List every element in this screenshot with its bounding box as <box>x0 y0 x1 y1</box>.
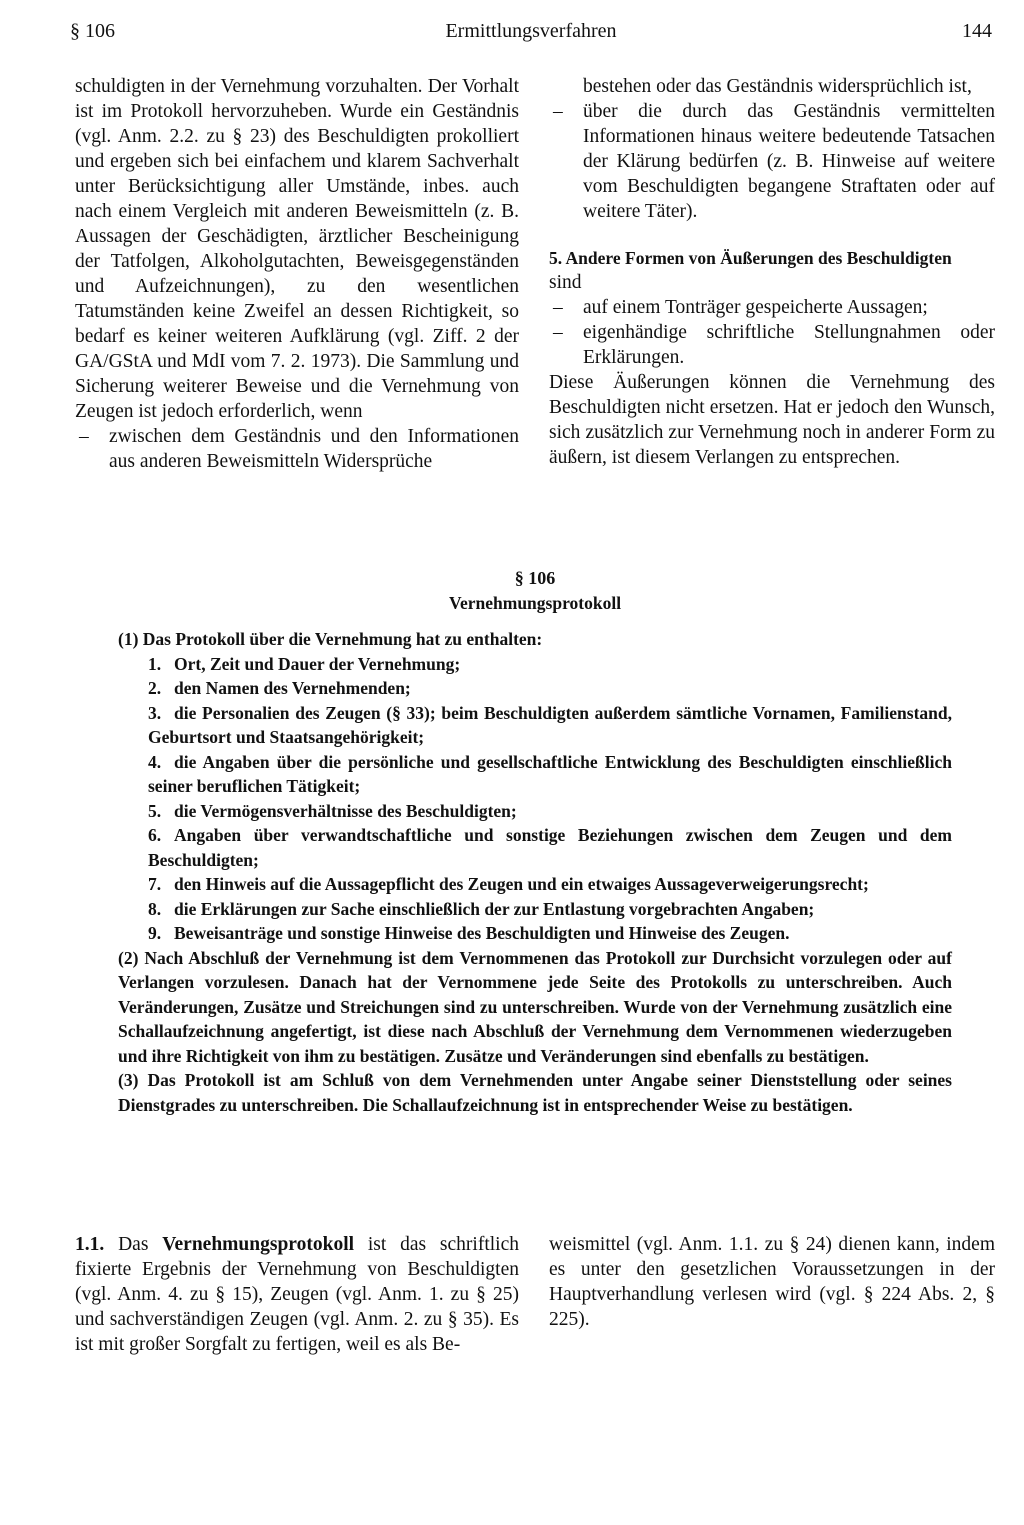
top-right-column <box>549 74 995 470</box>
law-item-text: die Angaben über die persönliche und gesellschaftliche Entwicklung des Beschuldigten einschließlich seiner beruflichen Tätigkeit; <box>148 751 952 796</box>
law-item-number: 2. <box>148 678 162 698</box>
law-item-text: den Namen des Vernehmenden; <box>174 678 411 698</box>
law-item-text: die Erklärungen zur Sache einschließlich der zur Entlastung vorgebrachten Angaben; <box>174 898 815 919</box>
law-item-list <box>118 652 952 946</box>
law-section-title: Vernehmungsprotokoll <box>448 592 622 613</box>
law-item-text: Angaben über verwandtschaftliche und sonstige Beziehungen zwischen dem Zeugen und dem Beschuldigten; <box>148 825 952 870</box>
section-heading: 5. Andere Formen von Äußerungen des Beschuldigten <box>549 248 952 268</box>
bullet-list <box>549 99 995 224</box>
law-section-number: § 106 <box>514 568 556 588</box>
law-item <box>118 750 952 799</box>
bullet-list <box>75 424 519 474</box>
list-item: – zwischen dem Geständnis und den Informationen aus anderen Beweismitteln Widersprüche <box>75 424 519 474</box>
law-item-number: 5. <box>148 800 162 821</box>
law-item-text: Beweisanträge und sonstige Hinweise des Beschuldigten und Hinweise des Zeugen. <box>174 923 790 943</box>
header-title: Ermittlungsverfahren <box>445 20 617 42</box>
law-item-number: 7. <box>148 874 162 894</box>
heading-tail: sind <box>549 272 582 293</box>
law-item <box>118 823 952 872</box>
law-item-text: die Vermögensverhältnisse des Beschuldigten; <box>174 800 517 821</box>
header-section: § 106 <box>70 20 115 42</box>
law-item <box>118 897 952 922</box>
law-item-text: den Hinweis auf die Aussagepflicht des Zeugen und ein etwaiges Aussageverweigerungsrecht; <box>174 874 869 894</box>
law-item <box>118 872 952 897</box>
law-paragraph-2: (2) Nach Abschluß der Vernehmung ist dem Vernommenen das Protokoll zur Durchsicht vorzulegen oder auf Verlangen vorzulesen. Danach hat der Vernommene jede Seite des Protokolls zu unterschreiben. Auch Veränderungen, Zusätze und Streichungen sind zu unterschreiben. Wurde von der Vernehmung zusätzlich eine Schallaufzeichnung angefertigt, ist diese nach Abschluß der Vernehmung dem Vernommenen wiederzugeben und ihre Richtigkeit von ihm zu bestätigen. Zusätze und Veränderungen sind ebenfalls zu bestätigen. <box>118 947 952 1066</box>
paragraph: schuldigten in der Vernehmung vorzuhalten. Der Vorhalt ist im Protokoll hervorzuheben. Wurde ein Geständnis (vgl. Anm. 2.2. zu § 23) des Beschuldigten prokolliert und ergeben sich bei einfachem und klarem Sachverhalt unter Berücksichtigung aller Umstände, inbes. auch nach einem Vergleich mit anderen Beweismitteln (z. B. Aussagen der Geschädigten, ärztlicher Bescheinigung der Tatfolgen, Alkoholgutachten, Beweisgegenständen und Aufzeichnungen), zu den wesentlichen Tatumständen keine Zweifel an dessen Richtigkeit, so bedarf es keiner weiteren Aufklärung (vgl. Ziff. 2 der GA/GStA und MdI vom 7. 2. 1973). Die Sammlung und Sicherung weiterer Beweise und die Vernehmung von Zeugen ist jedoch erforderlich, wenn <box>75 76 519 422</box>
law-item-text: Ort, Zeit und Dauer der Vernehmung; <box>174 653 461 674</box>
law-item <box>118 921 952 946</box>
list-item: – auf einem Tonträger gespeicherte Aussagen; <box>549 295 995 320</box>
law-item-number: 3. <box>148 702 162 723</box>
annotation-continuation: weismittel (vgl. Anm. 1.1. zu § 24) dienen kann, indem es unter den gesetzlichen Voraussetzungen in der Hauptverhandlung verlesen wird (vgl. § 224 Abs. 2, § 225). <box>549 1234 995 1330</box>
law-text-block <box>118 566 952 1117</box>
law-item <box>118 676 952 701</box>
bullet-list <box>549 295 995 370</box>
annotation-pre: Das <box>118 1234 149 1255</box>
list-item: – über die durch das Geständnis vermittelten Informationen hinaus weitere bedeutende Tatsachen der Klärung bedürfen (z. B. Hinweise auf weitere vom Beschuldigten begangene Straftaten oder auf weitere Täter). <box>549 99 995 224</box>
annotation-paragraph <box>75 1232 519 1357</box>
page-number: 144 <box>962 20 992 42</box>
bottom-left-column <box>75 1232 519 1357</box>
law-item-number: 6. <box>148 825 162 845</box>
law-item-number: 1. <box>148 653 162 674</box>
law-item <box>118 652 952 677</box>
law-paragraph-1-intro: (1) Das Protokoll über die Vernehmung hat zu enthalten: <box>118 629 543 649</box>
bottom-right-column <box>549 1232 995 1332</box>
law-paragraph-3: (3) Das Protokoll ist am Schluß von dem Vernehmenden unter Angabe seiner Dienststellung oder seines Dienstgrades zu unterschreiben. Die Schallaufzeichnung ist in entsprechender Weise zu bestätigen. <box>118 1070 952 1115</box>
page-header <box>70 20 992 46</box>
law-item <box>118 701 952 750</box>
law-item-number: 4. <box>148 751 162 772</box>
top-left-column <box>75 74 519 474</box>
law-item <box>118 799 952 824</box>
paragraph: Diese Äußerungen können die Vernehmung des Beschuldigten nicht ersetzen. Hat er jedoch den Wunsch, sich zusätzlich zur Vernehmung noch in anderer Form zu äußern, ist diesem Verlangen zu entsprechen. <box>549 372 995 468</box>
list-item: – eigenhändige schriftliche Stellungnahmen oder Erklärungen. <box>549 320 995 370</box>
annotation-text: ist das schriftlich fixierte Ergebnis der Vernehmung von Beschuldigten (vgl. Anm. 4. zu § 15), Zeugen (vgl. Anm. 1. zu § 25) und sachverständigen Zeugen (vgl. Anm. 2. zu § 35). Es ist mit großer Sorgfalt zu fertigen, weil es als Be- <box>75 1234 519 1355</box>
list-item-continuation: bestehen oder das Geständnis widersprüchlich ist, <box>583 76 972 97</box>
law-item-number: 8. <box>148 898 162 919</box>
annotation-number: 1.1. <box>75 1234 105 1255</box>
law-item-number: 9. <box>148 923 162 943</box>
law-item-text: die Personalien des Zeugen (§ 33); beim Beschuldigten außerdem sämtliche Vornamen, Familienstand, Geburtsort und Staatsangehörigkeit; <box>148 702 952 747</box>
annotation-term: Vernehmungsprotokoll <box>162 1234 355 1255</box>
